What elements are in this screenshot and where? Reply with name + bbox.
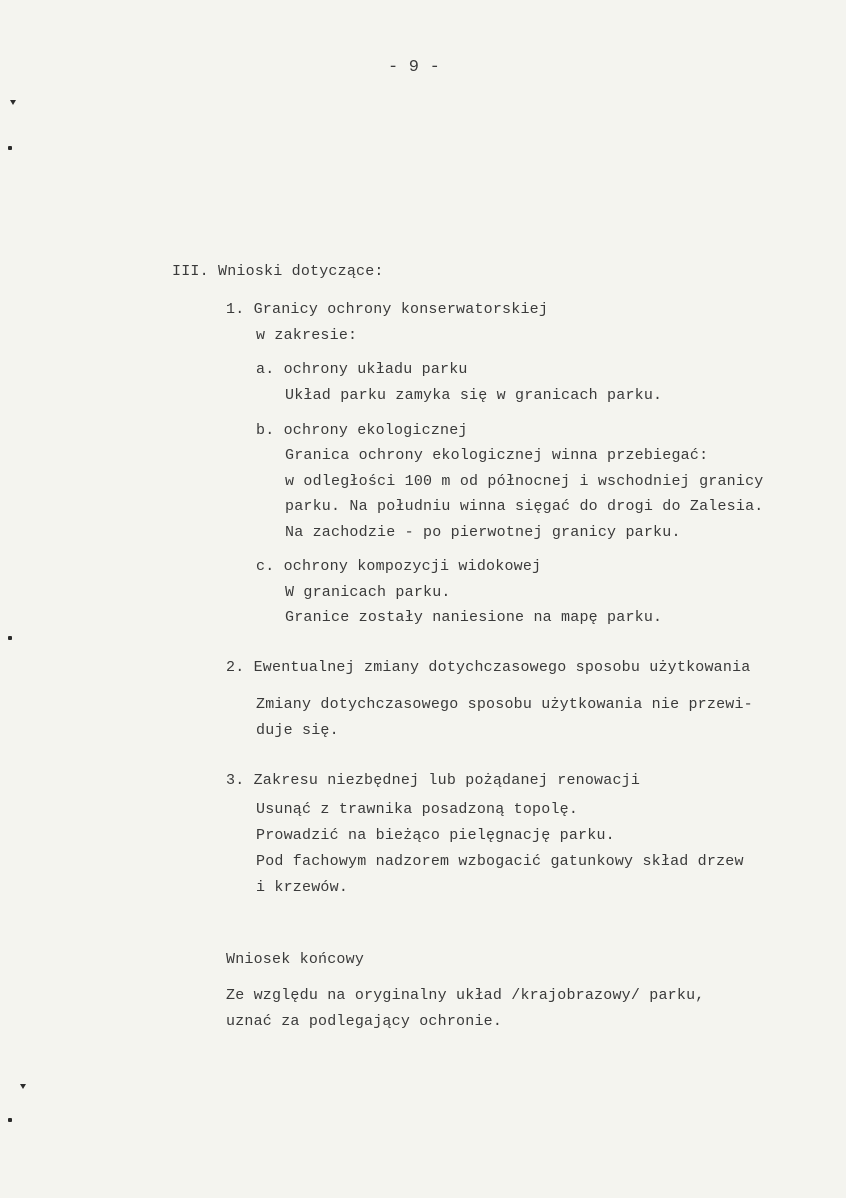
conclusion-body: uznać za podlegający ochronie.: [226, 1013, 503, 1030]
item-3-body: Usunąć z trawnika posadzoną topolę.: [256, 801, 579, 818]
subitem-b-body: Granica ochrony ekologicznej winna przebiegać:: [285, 447, 709, 464]
item-1-title-cont: w zakresie:: [256, 327, 358, 344]
item-3-title: 3. Zakresu niezbędnej lub pożądanej renowacji: [226, 772, 641, 789]
subitem-a-title: a. ochrony układu parku: [256, 361, 468, 378]
item-2-title: 2. Ewentualnej zmiany dotychczasowego sposobu użytkowania: [226, 659, 751, 676]
subitem-b-body: w odległości 100 m od północnej i wschodniej granicy: [285, 473, 764, 490]
subitem-b-body: parku. Na południu winna sięgać do drogi do Zalesia.: [285, 498, 764, 515]
margin-mark: [10, 100, 16, 105]
subitem-b-title: b. ochrony ekologicznej: [256, 422, 468, 439]
item-3-body: Pod fachowym nadzorem wzbogacić gatunkowy skład drzew: [256, 853, 744, 870]
item-3-body: i krzewów.: [256, 879, 349, 896]
subitem-b-body: Na zachodzie - po pierwotnej granicy parku.: [285, 524, 681, 541]
subitem-c-title: c. ochrony kompozycji widokowej: [256, 558, 542, 575]
subitem-c-body: W granicach parku.: [285, 584, 451, 601]
section-heading: III. Wnioski dotyczące:: [172, 263, 384, 280]
conclusion-heading: Wniosek końcowy: [226, 951, 365, 968]
margin-mark: [8, 146, 12, 150]
item-1-title: 1. Granicy ochrony konserwatorskiej: [226, 301, 549, 318]
margin-mark: [8, 1118, 12, 1122]
margin-mark: [20, 1084, 26, 1089]
subitem-a-body: Układ parku zamyka się w granicach parku.: [285, 387, 663, 404]
item-2-body: duje się.: [256, 722, 339, 739]
margin-mark: [8, 636, 12, 640]
page-number: - 9 -: [388, 58, 441, 77]
item-3-body: Prowadzić na bieżąco pielęgnację parku.: [256, 827, 615, 844]
item-2-body: Zmiany dotychczasowego sposobu użytkowania nie przewi-: [256, 696, 753, 713]
subitem-c-body: Granice zostały naniesione na mapę parku.: [285, 609, 663, 626]
conclusion-body: Ze względu na oryginalny układ /krajobrazowy/ parku,: [226, 987, 705, 1004]
